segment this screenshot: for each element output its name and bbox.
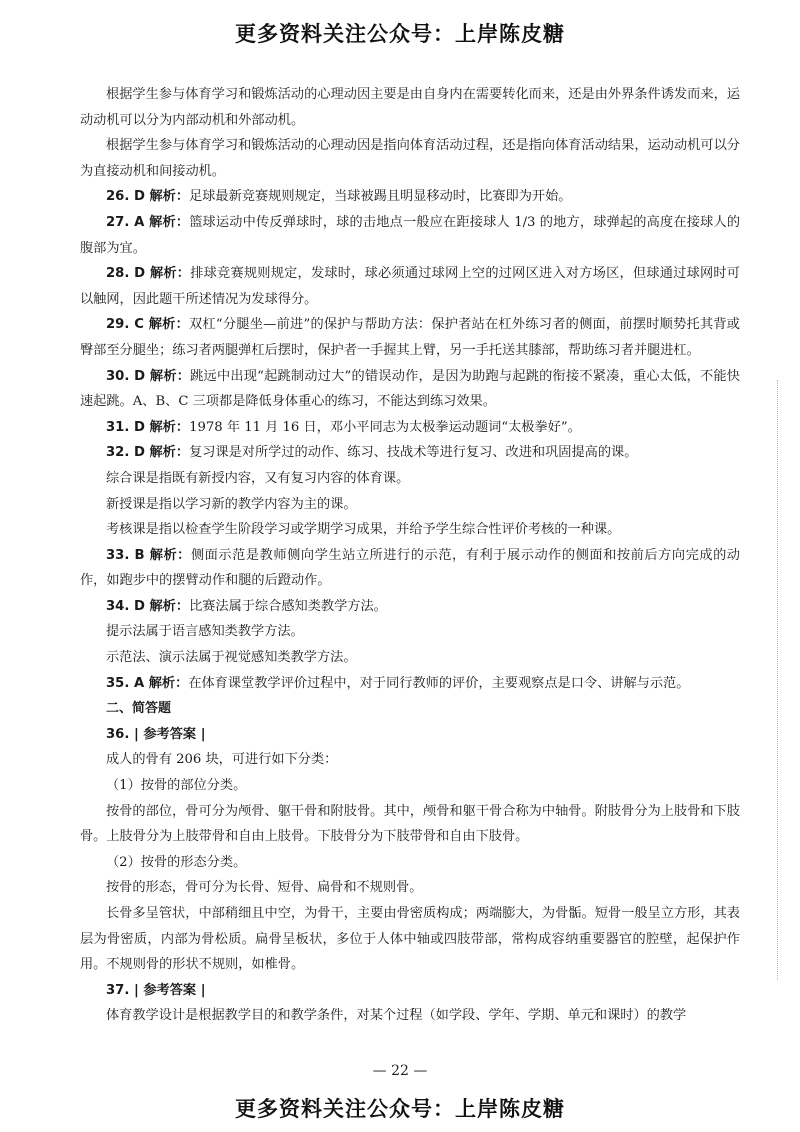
answer-27 xyxy=(80,210,740,261)
paragraph-motive-internal: 根据学生参与体育学习和锻炼活动的心理动因主要是由自身内在需要转化而来，还是由外界条件诱发而来，运动动机可以分为内部动机和外部动机。 xyxy=(80,87,740,128)
answer-34-head: 34. D 解析： xyxy=(106,598,190,614)
answer-28-head: 28. D 解析： xyxy=(106,266,191,282)
answer-29 xyxy=(80,312,740,363)
answer-36-line-5: 按骨的形态，骨可分为长骨、短骨、扁骨和不规则骨。 xyxy=(106,880,423,896)
answer-28 xyxy=(80,261,740,312)
answer-32 xyxy=(80,440,740,466)
answer-28-text: 排球竞赛规则规定，发球时，球必须通过球网上空的过网区进入对方场区，但球通过球网时可以触网，因此题干所述情况为发球得分。 xyxy=(80,266,740,307)
answer-33 xyxy=(80,543,740,594)
answer-32-head: 32. D 解析： xyxy=(106,445,190,461)
answer-35 xyxy=(80,671,740,697)
answer-34-extra-2: 示范法、演示法属于视觉感知类教学方法。 xyxy=(106,650,357,666)
answer-37-head: 37. | 参考答案 | xyxy=(106,982,206,998)
answer-36-line-2: （1）按骨的部位分类。 xyxy=(106,778,247,794)
answer-34 xyxy=(80,594,740,620)
answer-26-head: 26. D 解析： xyxy=(106,189,190,205)
answer-31-text: 1978 年 11 月 16 日，邓小平同志为太极拳运动题词“太极拳好”。 xyxy=(189,419,581,435)
answer-32-extra-2: 新授课是指以学习新的教学内容为主的课。 xyxy=(106,496,357,512)
answer-29-text: 双杠“分腿坐—前进”的保护与帮助方法：保护者站在杠外练习者的侧面，前摆时顺势托其背或臀部至分腿坐；练习者两腿弹杠后摆时，保护者一手握其上臂，另一手托送其膝部，帮助练习者并腿进杠。 xyxy=(80,317,740,358)
answer-30-text: 跳远中出现“起跳制动过大”的错误动作，是因为助跑与起跳的衔接不紧凑，重心太低，不能快速起跳。A、B、C 三项都是降低身体重心的练习，不能达到练习效果。 xyxy=(80,368,740,410)
answer-26 xyxy=(80,184,740,210)
answer-33-head: 33. B 解析： xyxy=(106,547,191,563)
answer-35-head: 35. A 解析： xyxy=(106,675,189,691)
page-content xyxy=(80,82,740,1029)
answer-30 xyxy=(80,364,740,415)
page-number: — 22 — xyxy=(372,1063,428,1079)
answer-35-text: 在体育课堂教学评价过程中，对于同行教师的评价，主要观察点是口令、讲解与示范。 xyxy=(188,675,690,691)
answer-36-line-1: 成人的骨有 206 块，可进行如下分类： xyxy=(106,752,338,768)
answer-36-head: 36. | 参考答案 | xyxy=(106,726,206,742)
answer-34-text: 比赛法属于综合感知类教学方法。 xyxy=(189,598,387,614)
answer-31 xyxy=(80,415,740,441)
answer-36-line-6: 长骨多呈管状，中部稍细且中空，为骨干，主要由骨密质构成；两端膨大，为骨骺。短骨一般呈立方形，其表层为骨密质，内部为骨松质。扁骨呈板状，多位于人体中轴或四肢带部，常构成容纳重要器官的腔壁，起保护作用。不规则骨的形状不规则，如椎骨。 xyxy=(80,906,740,973)
answer-30-head: 30. D 解析： xyxy=(106,368,191,384)
answer-29-head: 29. C 解析： xyxy=(106,317,190,333)
answer-32-extra-3: 考核课是指以检查学生阶段学习或学期学习成果，并给予学生综合性评价考核的一种课。 xyxy=(106,522,621,538)
bottom-banner: 更多资料关注公众号：上岸陈皮糖 xyxy=(235,1097,565,1121)
paragraph-motive-direct: 根据学生参与体育学习和锻炼活动的心理动因是指向体育活动过程，还是指向体育活动结果，运动动机可以分为直接动机和间接动机。 xyxy=(80,138,740,179)
scan-edge-mark xyxy=(776,380,778,980)
answer-32-text: 复习课是对所学过的动作、练习、技战术等进行复习、改进和巩固提高的课。 xyxy=(189,445,638,461)
answer-34-extra-1: 提示法属于语言感知类教学方法。 xyxy=(106,624,304,640)
answer-33-text: 侧面示范是教师侧向学生站立所进行的示范，有利于展示动作的侧面和按前后方向完成的动作，如跑步中的摆臂动作和腿的后蹬动作。 xyxy=(80,547,740,589)
section-title: 二、简答题 xyxy=(106,701,172,717)
answer-31-head: 31. D 解析： xyxy=(106,419,190,435)
answer-37-text: 体育教学设计是根据教学目的和教学条件，对某个过程（如学段、学年、学期、单元和课时）的教学 xyxy=(106,1008,687,1024)
answer-26-text: 足球最新竞赛规则规定，当球被踢且明显移动时，比赛即为开始。 xyxy=(189,189,572,205)
top-banner: 更多资料关注公众号：上岸陈皮糖 xyxy=(235,22,565,46)
answer-36-line-3: 按骨的部位，骨可分为颅骨、躯干骨和附肢骨。其中，颅骨和躯干骨合称为中轴骨。附肢骨分为上肢骨和下肢骨。上肢骨分为上肢带骨和自由上肢骨。下肢骨分为下肢带骨和自由下肢骨。 xyxy=(80,803,740,845)
answer-27-text: 篮球运动中传反弹球时，球的击地点一般应在距接球人 1/3 的地方，球弹起的高度在接球人的腹部为宜。 xyxy=(80,214,741,256)
answer-36-line-4: （2）按骨的形态分类。 xyxy=(106,854,247,870)
answer-27-head: 27. A 解析： xyxy=(106,214,190,230)
answer-32-extra-1: 综合课是指既有新授内容，又有复习内容的体育课。 xyxy=(106,470,410,486)
